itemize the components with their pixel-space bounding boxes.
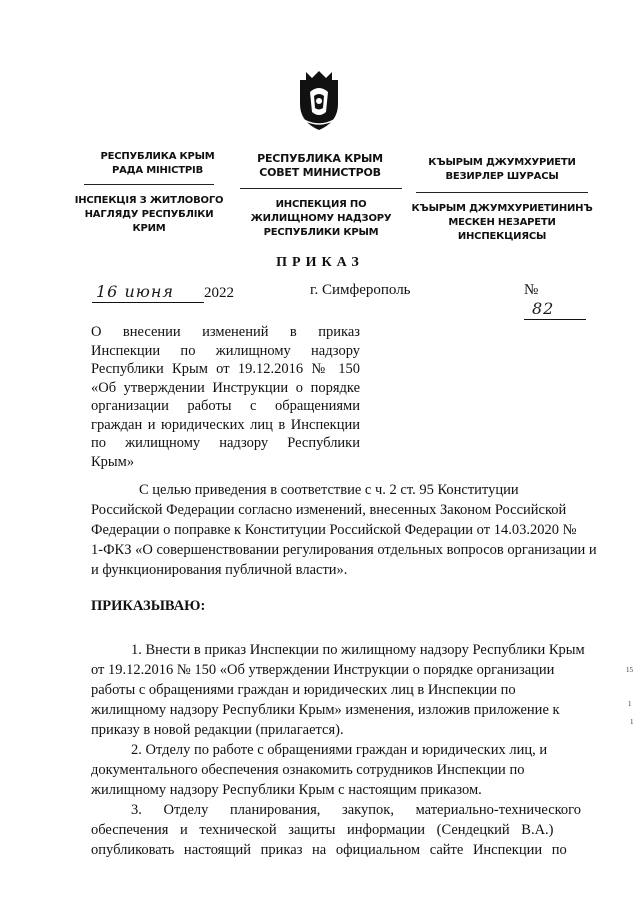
item-line: обеспечения и технической защиты информации (Сендецкий В.А.) — [91, 822, 554, 838]
number-label: № — [524, 282, 539, 298]
header-left-top-line: РАДА МІНІСТРІВ — [112, 165, 203, 176]
item-line: работы с обращениями граждан и юридических лиц в Инспекции по — [91, 682, 516, 698]
header-left-top — [100, 150, 215, 178]
preamble-line: Российской Федерации согласно изменений, внесенных Законом Российской — [91, 502, 567, 518]
header-left-bottom — [74, 194, 224, 236]
header-right-bottom — [410, 202, 594, 244]
date-field — [92, 282, 204, 303]
order-item-2 — [91, 740, 640, 800]
item-line: 1. Внести в приказ Инспекции по жилищному надзору Республики Крым — [131, 642, 585, 658]
header-left-bottom-line: ІНСПЕКЦІЯ З ЖИТЛОВОГО — [74, 195, 224, 206]
preamble-paragraph — [91, 480, 640, 580]
item-line: 2. Отделу по работе с обращениями граждан и юридических лиц, и — [131, 742, 548, 758]
item-line: документального обеспечения ознакомить сотрудников Инспекции по — [91, 762, 525, 778]
preamble-line: С целью приведения в соответствие с ч. 2 ст. 95 Конституции — [139, 482, 519, 498]
header-left-rule — [84, 184, 214, 185]
item-line: приказу в новой редакции (прилагается). — [91, 722, 344, 738]
header-right-bottom-line: ИНСПЕКЦИЯСЫ — [457, 231, 547, 242]
order-subject: О внесении изменений в приказ Инспекции по жилищному надзору Республики Крым от 19.12.2016 № 150 «Об утверждении Инструкции о порядке организации работы с обращениями граждан и юридических лиц в Инспекции по жилищному надзору Республики Крым» — [91, 324, 360, 470]
handwritten-number: 82 — [532, 299, 555, 318]
header-center-rule — [240, 188, 402, 189]
header-right-bottom-line: МЕСКЕН НЕЗАРЕТИ — [448, 217, 556, 228]
date-line — [92, 282, 602, 318]
preamble-line: Федерации о поправке к Конституции Российской Федерации от 14.03.2020 № — [91, 522, 577, 538]
edge-mark: 1 — [630, 718, 634, 726]
edge-mark: 15 — [626, 666, 633, 674]
header-right-top — [422, 156, 582, 184]
number-underline — [524, 299, 586, 320]
header-right-rule — [416, 192, 588, 193]
header-left-bottom-line: КРИМ — [132, 223, 166, 234]
item-line: от 19.12.2016 № 150 «Об утверждении Инструкции о порядке организации — [91, 662, 555, 678]
header-center-top-line: СОВЕТ МИНИСТРОВ — [259, 166, 381, 179]
header-right-top-line: ВЕЗИРЛЕР ШУРАСЫ — [445, 171, 559, 182]
header-right-bottom-line: КЪЫРЫМ ДЖУМХУРИЕТИНИНЪ — [411, 203, 593, 214]
item-line: жилищному надзору Республики Крым» изменения, изложив приложение к — [91, 702, 560, 718]
handwritten-date: 16 июня — [96, 282, 174, 301]
orders-heading: ПРИКАЗЫВАЮ: — [91, 598, 206, 614]
header-center-bottom-line: ИНСПЕКЦИЯ ПО — [275, 199, 367, 210]
header-center-bottom-line: РЕСПУБЛИКИ КРЫМ — [263, 227, 379, 238]
item-line: жилищному надзору Республики Крым с настоящим приказом. — [91, 782, 482, 798]
preamble-line: и функционирования публичной власти». — [91, 562, 348, 578]
header-center-bottom-line: ЖИЛИЩНОМУ НАДЗОРУ — [250, 213, 392, 224]
header-right-top-line: КЪЫРЫМ ДЖУМХУРИЕТИ — [428, 157, 576, 168]
order-item-1 — [91, 640, 640, 740]
item-line: 3. Отделу планирования, закупок, материально-технического — [131, 802, 582, 818]
header-left-bottom-line: НАГЛЯДУ РЕСПУБЛІКИ — [84, 209, 214, 220]
order-item-3 — [91, 800, 640, 860]
edge-mark: 1 — [628, 700, 632, 708]
coat-of-arms-emblem — [296, 70, 342, 132]
date-year: 2022 — [204, 285, 234, 301]
city: г. Симферополь — [310, 282, 411, 298]
preamble-line: 1-ФКЗ «О совершенствовании регулирования отдельных вопросов организации и — [91, 542, 597, 558]
header-center-top — [248, 152, 392, 180]
item-line: опубликовать настоящий приказ на официальном сайте Инспекции по — [91, 842, 567, 858]
header-center-bottom — [244, 198, 398, 240]
number-field — [524, 282, 602, 320]
document-title: ПРИКАЗ — [276, 255, 364, 270]
header-left-top-line: РЕСПУБЛИКА КРЫМ — [100, 151, 215, 162]
header-center-top-line: РЕСПУБЛИКА КРЫМ — [257, 152, 383, 165]
